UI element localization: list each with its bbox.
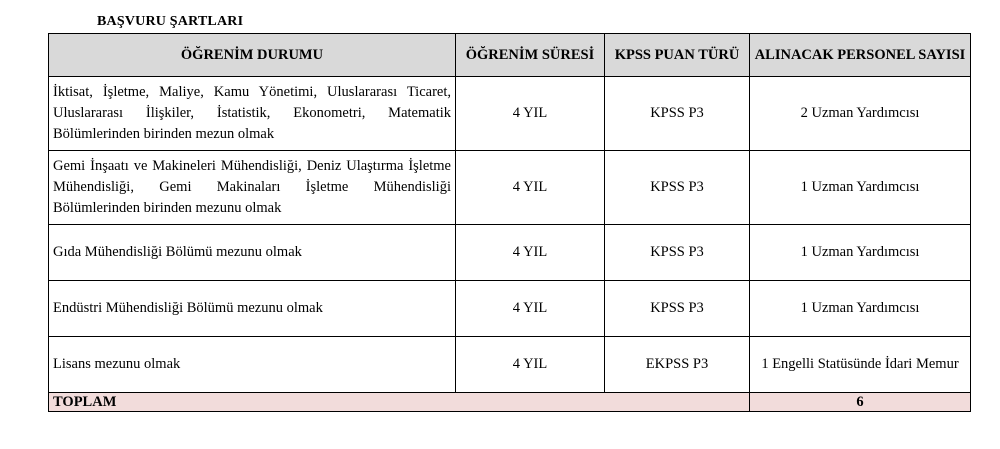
cell-personel-sayisi: 1 Uzman Yardımcısı: [750, 281, 971, 337]
table-row: [49, 225, 971, 281]
cell-ogrenim-durumu: Gemi İnşaatı ve Makineleri Mühendisliği, Deniz Ulaştırma İşletme Mühendisliği, Gemi Makinaları İşletme Mühendisliği Bölümlerinden birinden mezunu olmak: [49, 151, 456, 225]
page-title: BAŞVURU ŞARTLARI: [97, 14, 244, 29]
total-value: 6: [750, 393, 971, 412]
table-row: [49, 337, 971, 393]
cell-personel-sayisi: 2 Uzman Yardımcısı: [750, 77, 971, 151]
cell-kpss-puan-turu: KPSS P3: [605, 151, 750, 225]
table-row: [49, 281, 971, 337]
cell-ogrenim-durumu: İktisat, İşletme, Maliye, Kamu Yönetimi, Uluslararası Ticaret, Uluslararası İlişkiler, İstatistik, Ekonometri, Matematik Bölümlerinden birinden mezun olmak: [49, 77, 456, 151]
cell-ogrenim-suresi: 4 YIL: [456, 281, 605, 337]
cell-ogrenim-durumu: Lisans mezunu olmak: [49, 337, 456, 393]
header-ogrenim-durumu: ÖĞRENİM DURUMU: [49, 34, 456, 77]
cell-personel-sayisi: 1 Uzman Yardımcısı: [750, 151, 971, 225]
cell-ogrenim-suresi: 4 YIL: [456, 151, 605, 225]
requirements-table: [48, 33, 971, 412]
cell-ogrenim-durumu: Endüstri Mühendisliği Bölümü mezunu olmak: [49, 281, 456, 337]
cell-kpss-puan-turu: EKPSS P3: [605, 337, 750, 393]
total-row: [49, 393, 971, 412]
cell-kpss-puan-turu: KPSS P3: [605, 281, 750, 337]
header-kpss-puan-turu: KPSS PUAN TÜRÜ: [605, 34, 750, 77]
cell-personel-sayisi: 1 Engelli Statüsünde İdari Memur: [750, 337, 971, 393]
cell-ogrenim-durumu: Gıda Mühendisliği Bölümü mezunu olmak: [49, 225, 456, 281]
table-row: [49, 151, 971, 225]
cell-ogrenim-suresi: 4 YIL: [456, 225, 605, 281]
cell-ogrenim-suresi: 4 YIL: [456, 77, 605, 151]
header-personel-sayisi: ALINACAK PERSONEL SAYISI: [750, 34, 971, 77]
header-ogrenim-suresi: ÖĞRENİM SÜRESİ: [456, 34, 605, 77]
table-row: [49, 77, 971, 151]
cell-ogrenim-suresi: 4 YIL: [456, 337, 605, 393]
cell-kpss-puan-turu: KPSS P3: [605, 77, 750, 151]
cell-kpss-puan-turu: KPSS P3: [605, 225, 750, 281]
table-header-row: [49, 34, 971, 77]
cell-personel-sayisi: 1 Uzman Yardımcısı: [750, 225, 971, 281]
total-label: TOPLAM: [49, 393, 750, 412]
